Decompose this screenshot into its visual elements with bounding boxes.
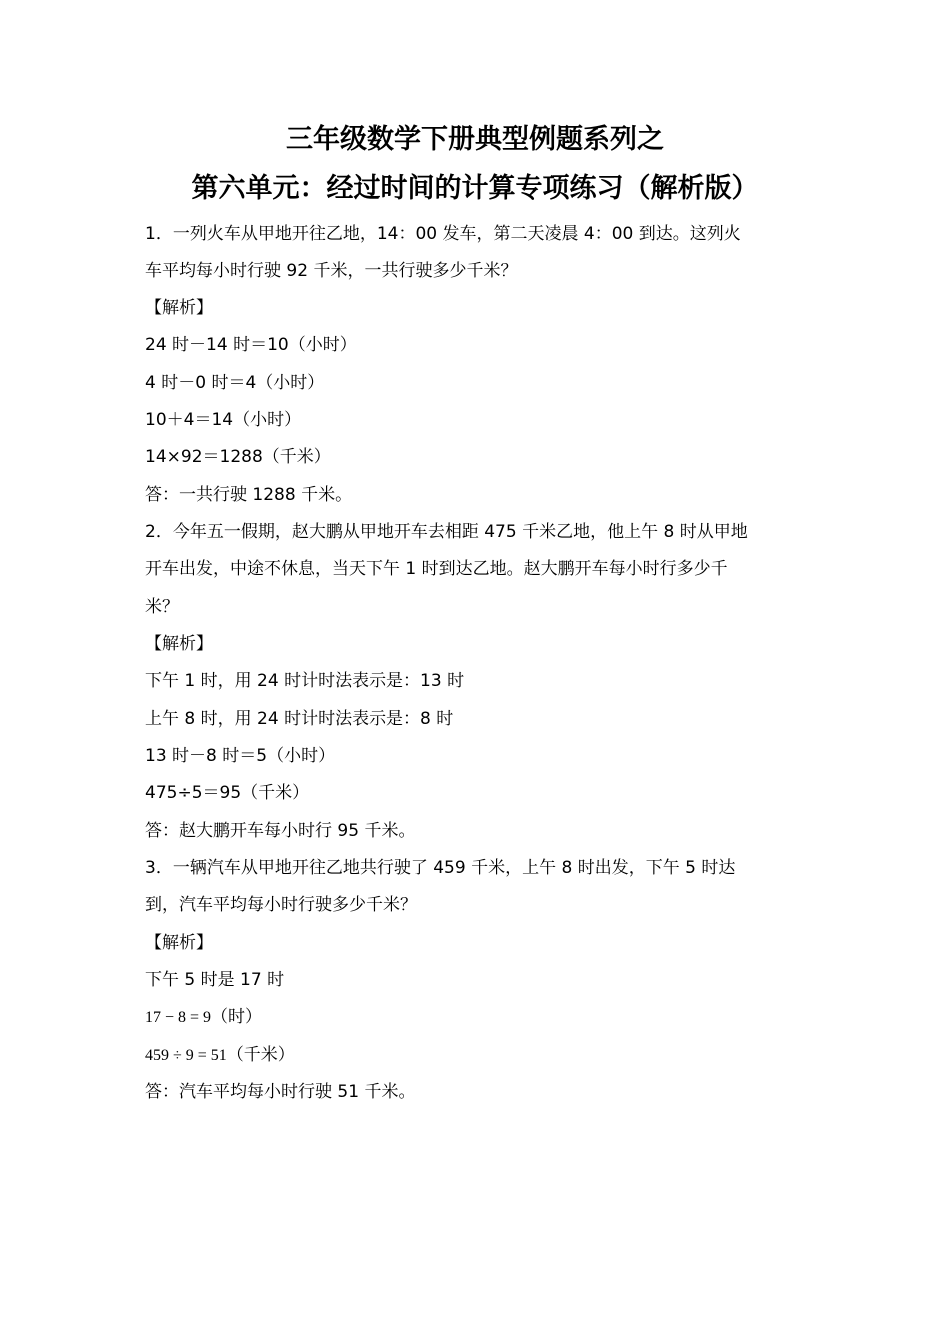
problem-3-answer: 答：汽车平均每小时行驶 51 千米。 bbox=[145, 1082, 416, 1102]
problem-2-step-1: 下午 1 时，用 24 时计时法表示是：13 时 bbox=[145, 671, 465, 691]
problem-1-analysis-label: 【解析】 bbox=[145, 298, 213, 318]
problem-1-answer: 答：一共行驶 1288 千米。 bbox=[145, 485, 353, 505]
problem-3-math-unit-1: （时） bbox=[211, 1007, 263, 1027]
problem-2-step-2: 上午 8 时，用 24 时计时法表示是：8 时 bbox=[145, 709, 454, 729]
problem-2-step-4: 475÷5＝95（千米） bbox=[145, 783, 310, 803]
problem-2-answer: 答：赵大鹏开车每小时行 95 千米。 bbox=[145, 821, 416, 841]
problem-3-math-step-2 bbox=[145, 1043, 295, 1068]
problem-2-question-line-1: 2．今年五一假期，赵大鹏从甲地开车去相距 475 千米乙地，他上午 8 时从甲地 bbox=[145, 522, 748, 542]
problem-1-step-1: 24 时－14 时＝10（小时） bbox=[145, 335, 357, 355]
document-title-line-1: 三年级数学下册典型例题系列之 bbox=[286, 124, 664, 155]
problem-3-math-step-1 bbox=[145, 1005, 262, 1030]
problem-1-question-line-1: 1．一列火车从甲地开往乙地，14：00 发车，第二天凌晨 4：00 到达。这列火 bbox=[145, 224, 741, 244]
problem-1-step-4: 14×92＝1288（千米） bbox=[145, 447, 331, 467]
document-title-line-2: 第六单元：经过时间的计算专项练习（解析版） bbox=[191, 173, 759, 204]
problem-1-question-line-2: 车平均每小时行驶 92 千米，一共行驶多少千米？ bbox=[145, 261, 518, 281]
problem-3-math-expression-1: 17 − 8 = 9 bbox=[145, 1009, 212, 1026]
problem-3-analysis-label: 【解析】 bbox=[145, 933, 213, 953]
problem-3-question-line-1: 3．一辆汽车从甲地开往乙地共行驶了 459 千米，上午 8 时出发，下午 5 时达 bbox=[145, 858, 736, 878]
problem-1-step-2: 4 时－0 时＝4（小时） bbox=[145, 373, 325, 393]
problem-2-question-line-2: 开车出发，中途不休息，当天下午 1 时到达乙地。赵大鹏开车每小时行多少千 bbox=[145, 559, 728, 579]
problem-3-math-expression-2: 459 ÷ 9 = 51 bbox=[145, 1047, 227, 1064]
problem-3-math-unit-2: （千米） bbox=[226, 1045, 295, 1065]
problem-3-question-line-2: 到，汽车平均每小时行驶多少千米？ bbox=[145, 895, 417, 915]
problem-2-step-3: 13 时－8 时＝5（小时） bbox=[145, 746, 336, 766]
problem-3-step-1: 下午 5 时是 17 时 bbox=[145, 970, 285, 990]
problem-2-analysis-label: 【解析】 bbox=[145, 634, 213, 654]
problem-2-question-line-3: 米？ bbox=[145, 597, 179, 617]
problem-1-step-3: 10＋4＝14（小时） bbox=[145, 410, 302, 430]
